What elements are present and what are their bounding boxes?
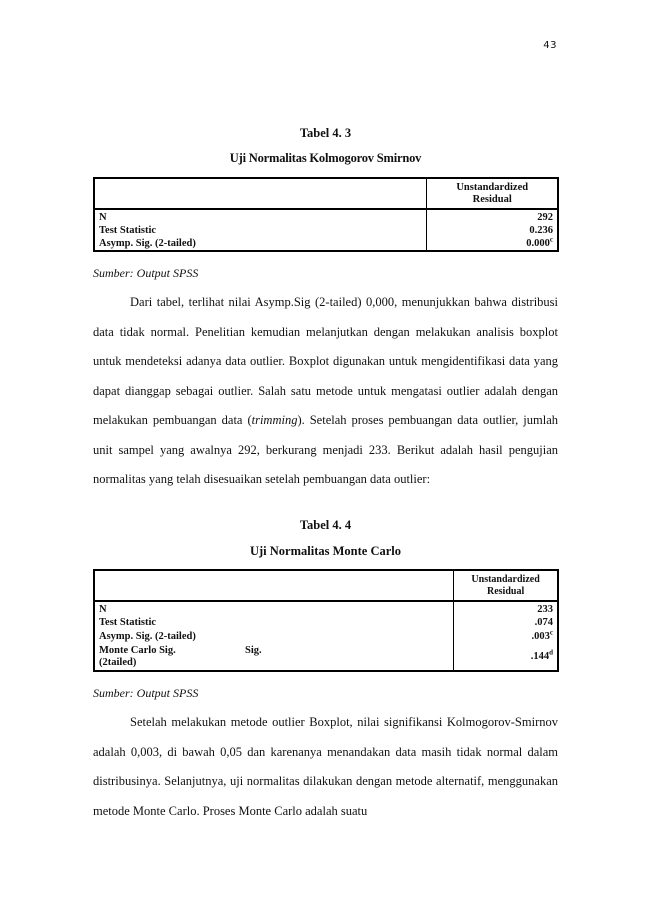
table2-row-label: Asymp. Sig. (2-tailed) bbox=[94, 630, 454, 644]
table1-header-empty bbox=[94, 178, 427, 209]
table1-row-value: 0.236 bbox=[427, 224, 558, 237]
table-row bbox=[94, 616, 558, 630]
table2 bbox=[93, 569, 559, 672]
table2-header-line1: Unstandardized bbox=[471, 573, 540, 585]
paragraph-1-part2: ). Setelah proses pembuangan data outlier, jumlah unit sampel yang awalnya 292, berkurang menjadi 233. Berikut adalah hasil pengujian normalitas yang telah disesuaikan setelah pembuangan data outlier: bbox=[93, 413, 558, 486]
table1-row-value-cell bbox=[427, 237, 558, 251]
page-number: 43 bbox=[543, 40, 557, 51]
table-row bbox=[94, 644, 558, 671]
table1-source: Sumber: Output SPSS bbox=[93, 266, 199, 280]
table2-header-line2: Residual bbox=[486, 585, 525, 597]
table1-subtitle: Uji Normalitas Kolmogorov Smirnov bbox=[229, 151, 422, 165]
table-row bbox=[94, 630, 558, 644]
table1-header-cell bbox=[427, 178, 558, 209]
table2-row-label2: (2tailed) bbox=[99, 657, 137, 668]
table2-row-value-cell bbox=[454, 644, 558, 671]
table2-source: Sumber: Output SPSS bbox=[93, 686, 199, 700]
table2-header-empty bbox=[94, 570, 454, 601]
table2-row-label: Monte Carlo Sig. bbox=[99, 645, 176, 656]
table1-header-line2: Residual bbox=[472, 193, 512, 205]
table2-row-value-cell bbox=[454, 630, 558, 644]
table1-row-label: N bbox=[94, 209, 427, 224]
table1-title: Tabel 4. 3 bbox=[299, 126, 352, 140]
paragraph-1-part1: Dari tabel, terlihat nilai Asymp.Sig (2-tailed) 0,000, menunjukkan bahwa distribusi data tidak normal. Penelitian kemudian melanjutkan dengan melakukan analisis boxplot untuk mendeteksi adanya data outlier. Boxplot digunakan untuk mengidentifikasi data yang dapat dianggap sebagai outlier. Salah satu metode untuk mengatasi outlier adalah dengan melakukan pembuangan data ( bbox=[93, 295, 558, 427]
table-row bbox=[94, 601, 558, 616]
table1-row-label: Test Statistic bbox=[94, 224, 427, 237]
table-row bbox=[94, 224, 558, 237]
table2-row-label: Test Statistic bbox=[94, 616, 454, 630]
table2-row-label: N bbox=[94, 601, 454, 616]
table2-title: Tabel 4. 4 bbox=[299, 518, 352, 532]
table-row bbox=[94, 209, 558, 224]
table2-row-value: .003 bbox=[531, 631, 550, 642]
footnote-marker: d bbox=[549, 648, 553, 657]
table2-row-value: 233 bbox=[454, 601, 558, 616]
table1-row-value: 0.000 bbox=[526, 237, 550, 249]
paragraph-1 bbox=[93, 288, 558, 495]
table-row bbox=[94, 237, 558, 251]
table2-row-sublabel: Sig. bbox=[245, 645, 262, 656]
paragraph-1-italic: trimming bbox=[251, 413, 298, 427]
table2-row-label-cell bbox=[94, 644, 454, 671]
table1 bbox=[93, 177, 559, 252]
table2-subtitle: Uji Normalitas Monte Carlo bbox=[249, 544, 401, 558]
table1-header-line1: Unstandardized bbox=[456, 181, 529, 193]
footnote-marker: c bbox=[549, 628, 553, 637]
paragraph-2: Setelah melakukan metode outlier Boxplot, nilai signifikansi Kolmogorov-Smirnov adalah 0,003, di bawah 0,05 dan karenanya menandakan data masih tidak normal dalam distribusinya. Selanjutnya, uji normalitas dilakukan dengan metode alternatif, menggunakan metode Monte Carlo. Proses Monte Carlo adalah suatu bbox=[93, 715, 558, 818]
table1-row-value: 292 bbox=[427, 209, 558, 224]
table2-row-value: .144 bbox=[530, 651, 550, 662]
table2-header-cell bbox=[454, 570, 558, 601]
table1-row-label: Asymp. Sig. (2-tailed) bbox=[94, 237, 427, 251]
table2-row-value: .074 bbox=[454, 616, 558, 630]
footnote-marker: c bbox=[549, 235, 553, 243]
